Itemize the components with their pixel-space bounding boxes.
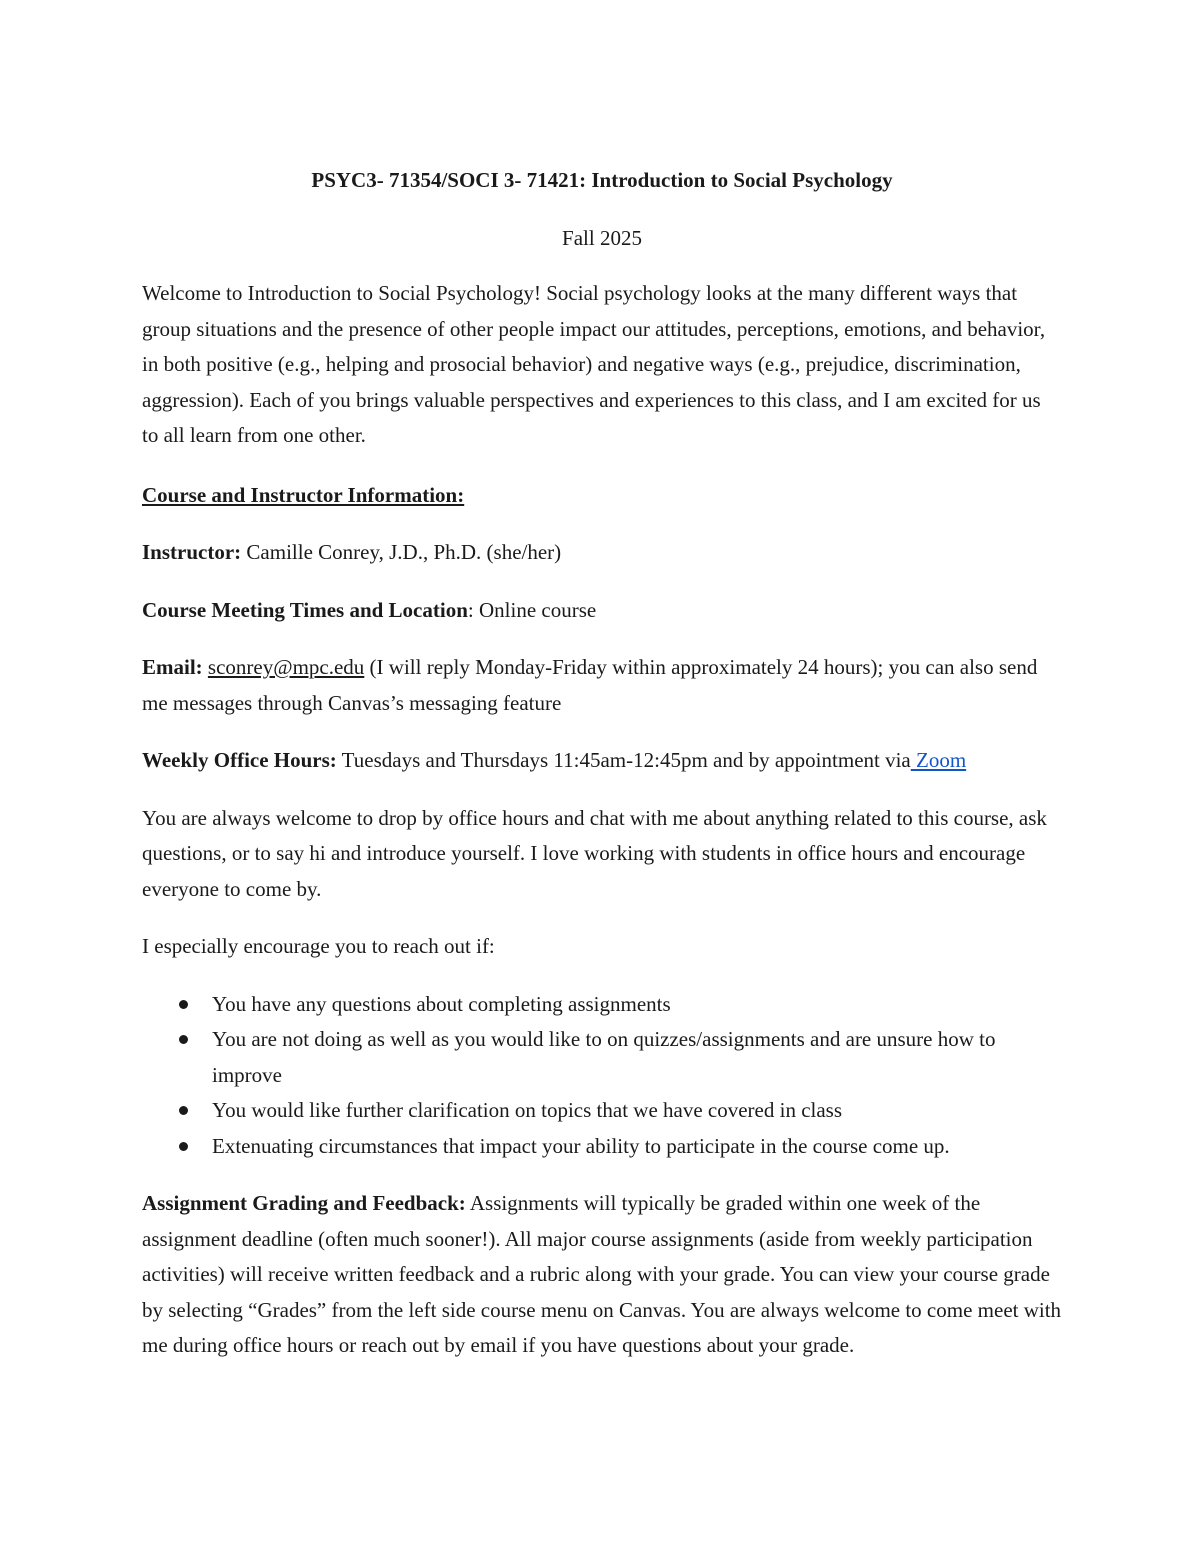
office-hours-paragraph: You are always welcome to drop by office hours and chat with me about anything related to this course, ask questions, or to say hi and introduce yourself. I love working with students in office hours and encourage everyone to come by. xyxy=(142,805,1047,901)
instructor-line xyxy=(142,535,1062,571)
bullet-icon xyxy=(179,1035,188,1044)
list-item xyxy=(142,1129,1062,1165)
bullet-icon xyxy=(179,1000,188,1009)
list-item-text: You would like further clarification on topics that we have covered in class xyxy=(212,1098,843,1122)
reach-out-intro: I especially encourage you to reach out if: xyxy=(142,934,495,958)
bullet-icon xyxy=(179,1106,188,1115)
office-hours-value: Tuesdays and Thursdays 11:45am-12:45pm and by appointment via xyxy=(336,748,911,772)
email-note: (I will reply Monday-Friday within approximately 24 hours); you can also send me messages through Canvas’s messaging feature xyxy=(142,655,1038,715)
list-item xyxy=(142,987,1062,1023)
list-item xyxy=(142,1022,1062,1093)
office-hours-label: Weekly Office Hours: xyxy=(142,748,337,772)
section-heading-course-info: Course and Instructor Information: xyxy=(142,482,465,507)
instructor-value: Camille Conrey, J.D., Ph.D. (she/her) xyxy=(241,540,562,564)
grading-paragraph xyxy=(142,1186,1062,1364)
meeting-label: Course Meeting Times and Location xyxy=(142,597,468,622)
list-item-text: You have any questions about completing assignments xyxy=(212,991,671,1016)
meeting-separator: : xyxy=(467,597,474,622)
list-item xyxy=(142,1093,1062,1129)
zoom-link[interactable]: Zoom xyxy=(910,748,967,772)
grading-value: Assignments will typically be graded within one week of the assignment deadline (often much sooner!). All major course assignments (aside from weekly participation activities) will receive written feedback and a rubric along with your grade. You can view your course grade by selecting “Grades” from the left side course menu on Canvas. You are always welcome to come meet with me during office hours or reach out by email if you have questions about your grade. xyxy=(142,1191,1062,1357)
office-hours-line xyxy=(142,743,1062,779)
email-link[interactable]: sconrey@mpc.edu xyxy=(207,655,365,679)
syllabus-page xyxy=(142,160,1062,1364)
instructor-label: Instructor: xyxy=(142,540,242,564)
bullet-icon xyxy=(179,1142,188,1151)
list-item-text: Extenuating circumstances that impact your ability to participate in the course come up. xyxy=(212,1133,950,1158)
email-line xyxy=(142,650,1062,721)
meeting-value: Online course xyxy=(473,597,597,622)
email-label: Email: xyxy=(142,655,203,679)
course-term: Fall 2025 xyxy=(562,226,642,250)
meeting-line xyxy=(142,593,1062,629)
grading-label: Assignment Grading and Feedback: xyxy=(142,1191,466,1215)
list-item-text: You are not doing as well as you would like to on quizzes/assignments and are unsure how to improve xyxy=(212,1027,996,1087)
course-title: PSYC3- 71354/SOCI 3- 71421: Introduction to Social Psychology xyxy=(311,168,893,192)
reach-out-list xyxy=(142,987,1062,1165)
welcome-paragraph: Welcome to Introduction to Social Psychology! Social psychology looks at the many different ways that group situations and the presence of other people impact our attitudes, perceptions, emotions, and behavior, in both positive (e.g., helping and prosocial behavior) and negative ways (e.g., prejudice, discrimination, aggression). Each of you brings valuable perspectives and experiences to this class, and I am excited for us to all learn from one other. xyxy=(142,281,1046,447)
